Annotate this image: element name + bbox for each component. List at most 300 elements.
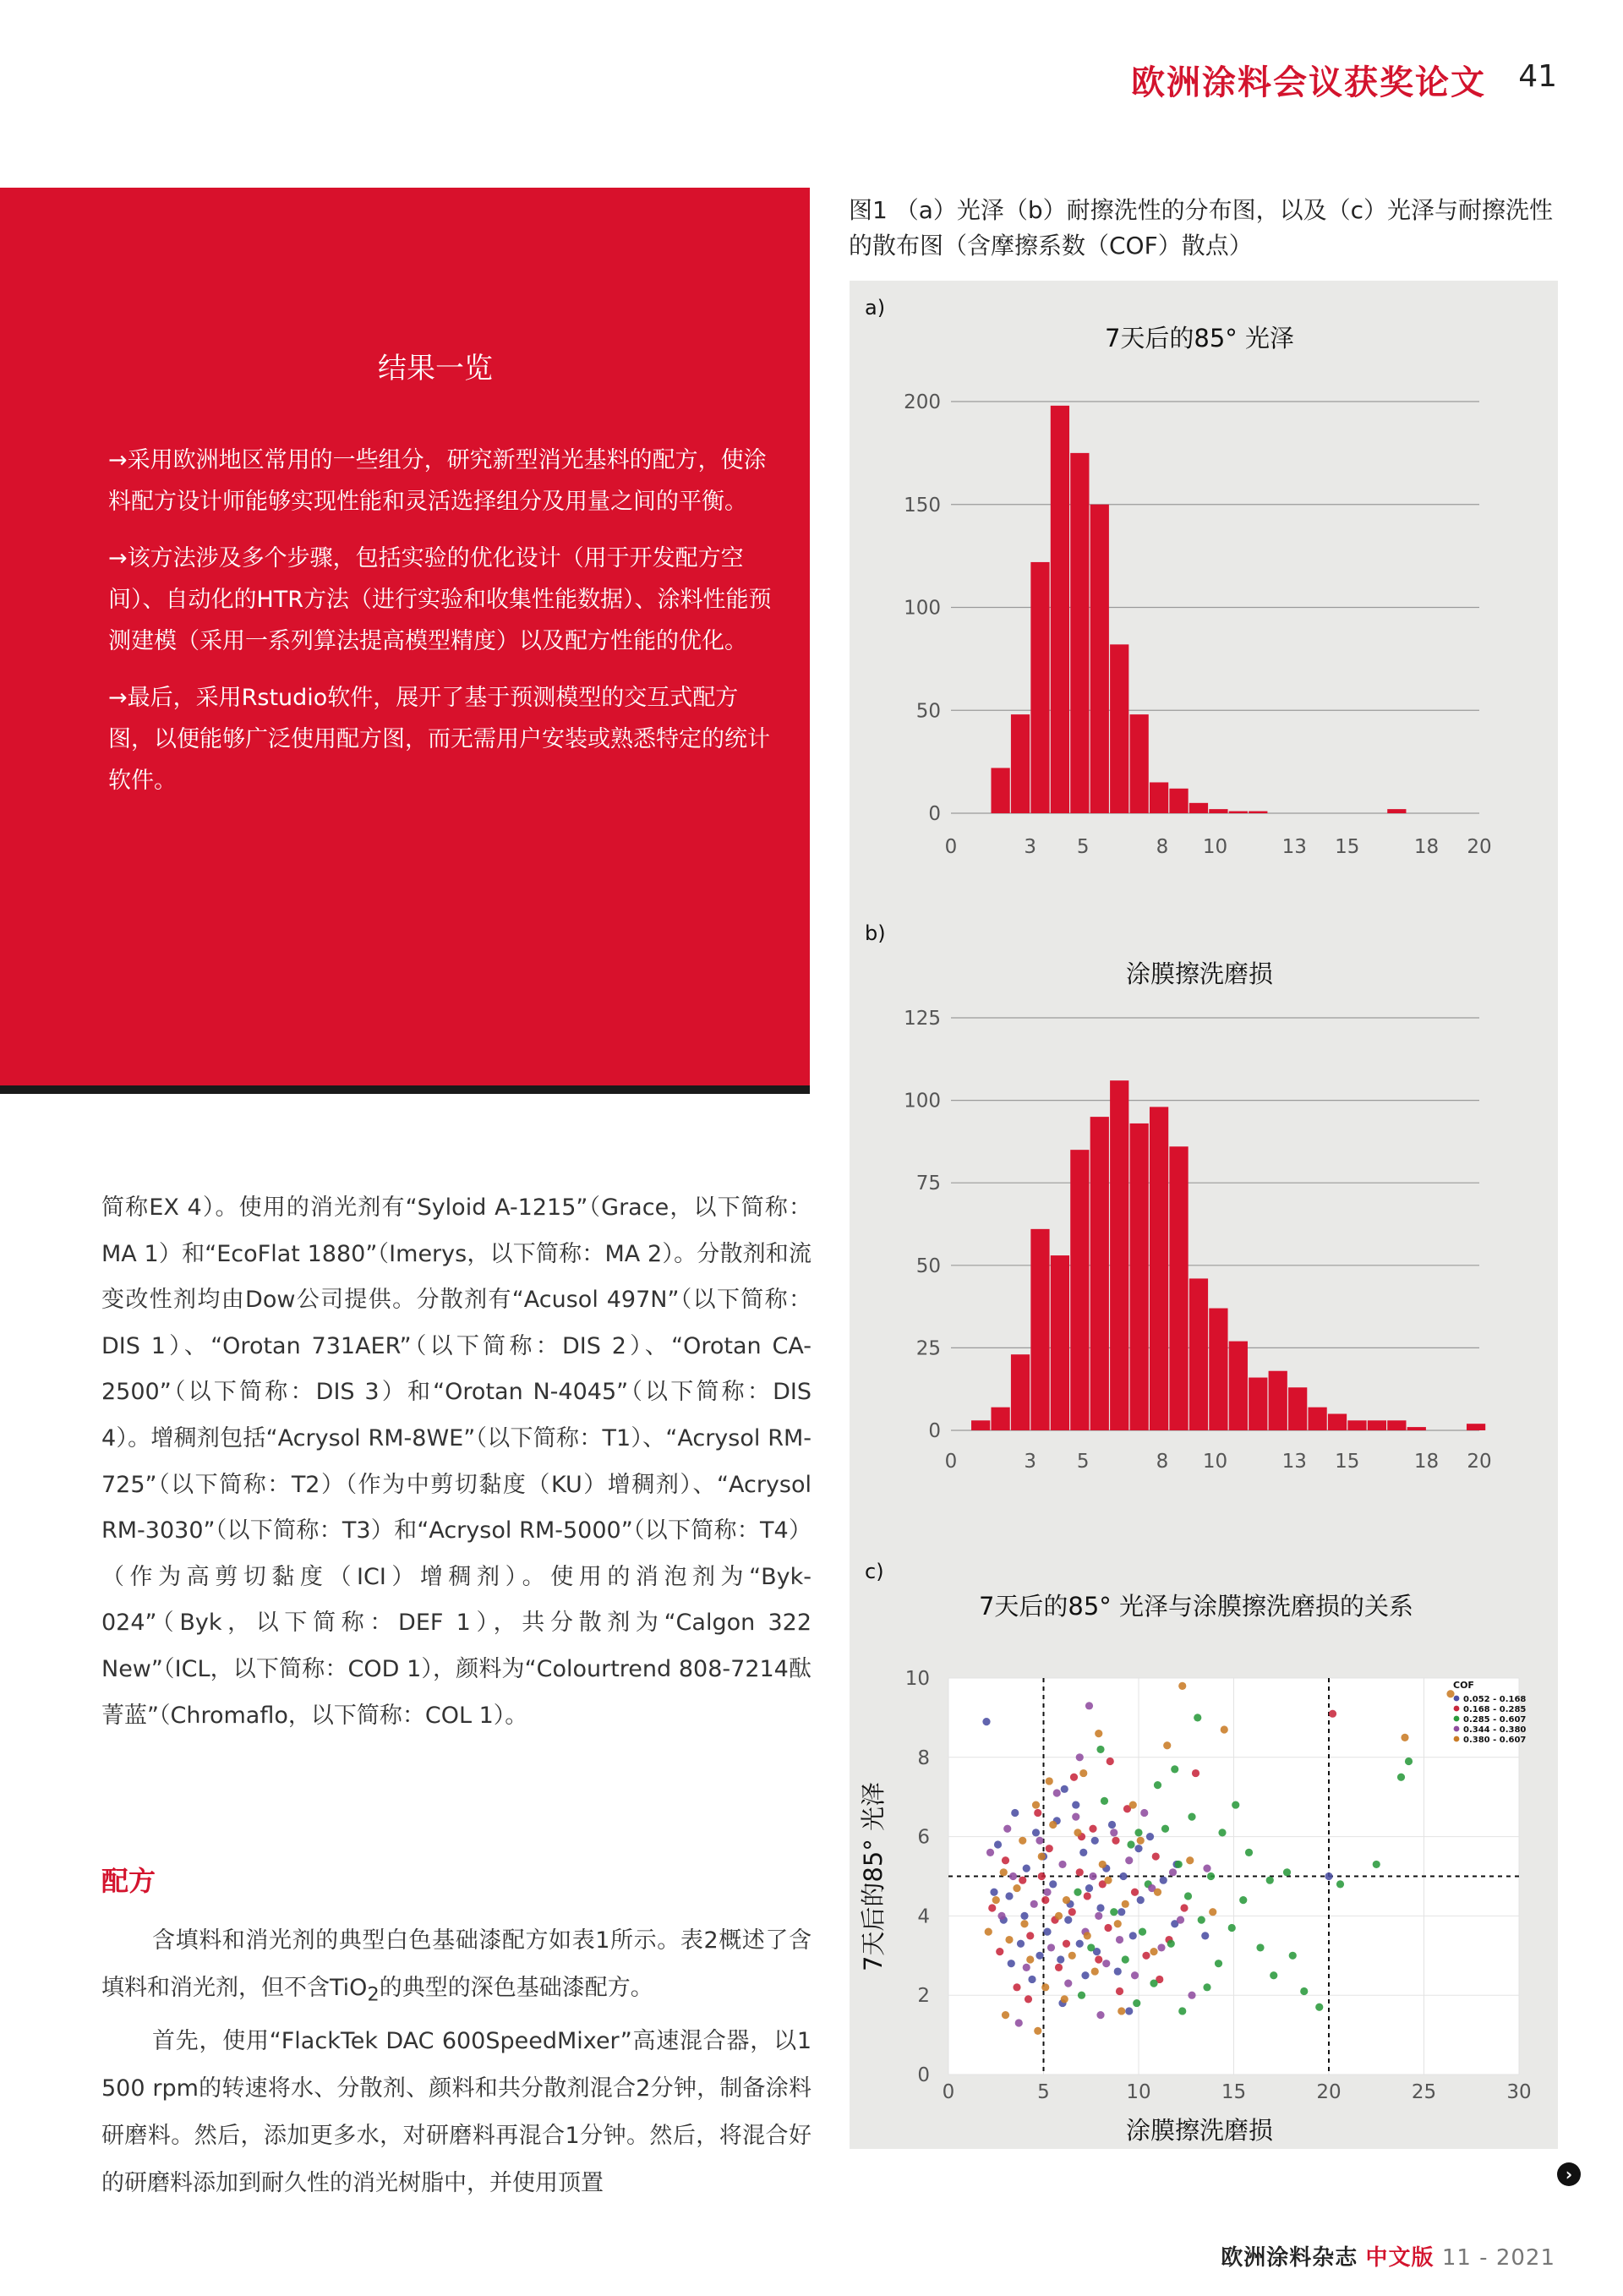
scatter-point — [1134, 1845, 1142, 1852]
scatter-point — [1026, 1932, 1034, 1939]
histogram-bar — [1090, 1117, 1109, 1430]
scatter-point — [1041, 1983, 1049, 1991]
x-tick-label: 15 — [1335, 1451, 1360, 1473]
scatter-point — [1300, 1987, 1308, 1995]
scatter-point — [1125, 1856, 1133, 1864]
scatter-point — [1129, 1932, 1137, 1939]
scatter-point — [1134, 1829, 1142, 1836]
x-tick-label: 25 — [1411, 2081, 1437, 2103]
x-tick-label: 5 — [1076, 836, 1090, 858]
histogram-bar — [1328, 1413, 1347, 1430]
summary-heading: 结果一览 — [378, 352, 493, 385]
y-tick-label: 100 — [904, 1090, 941, 1112]
scatter-point — [1198, 1916, 1205, 1923]
scatter-point — [1188, 1992, 1195, 1999]
scatter-point — [1084, 1892, 1091, 1900]
legend-marker — [1454, 1706, 1460, 1712]
scatter-point — [1215, 1960, 1222, 1967]
scatter-point — [1401, 1734, 1408, 1741]
histogram-bar — [1288, 1387, 1307, 1430]
y-tick-label: 125 — [904, 1008, 941, 1030]
scatter-point — [1091, 1967, 1099, 1975]
legend-marker — [1454, 1726, 1460, 1732]
scatter-point — [1203, 1983, 1210, 1991]
scatter-point — [1079, 1769, 1087, 1777]
legend-label: 0.380 - 0.607 — [1463, 1736, 1527, 1745]
histogram-bar — [991, 768, 1009, 813]
scatter-point — [1140, 1809, 1148, 1817]
scatter-point — [1099, 1861, 1107, 1868]
x-tick-label: 15 — [1221, 2081, 1247, 2103]
y-tick-label: 0 — [928, 803, 941, 825]
body-text-2 — [101, 1917, 812, 2207]
histogram-bar — [1030, 562, 1049, 813]
scatter-point — [1112, 1837, 1119, 1845]
y-tick-label: 50 — [915, 1255, 941, 1277]
legend-label: 0.285 - 0.607 — [1463, 1715, 1527, 1725]
body-paragraph: 首先，使用“FlackTek DAC 600SpeedMixer”高速混合器，以1 500 rpm的转速将水、分散剂、颜料和共分散剂混合2分钟，制备涂料研磨料。然后，添加更多水，对研磨料再混合1分钟。然后，将混合好的研磨料添加到耐久性的消光树脂中，并使用顶置 — [101, 2028, 812, 2197]
histogram-bar — [1070, 453, 1089, 813]
histogram-bar — [1209, 809, 1227, 813]
y-tick-label: 0 — [917, 2064, 930, 2086]
scatter-point — [1020, 1912, 1028, 1920]
summary-list — [108, 440, 776, 817]
scatter-point — [1091, 1837, 1099, 1845]
scatter-point — [1063, 1940, 1070, 1948]
histogram-bar — [1308, 1408, 1326, 1430]
x-tick-label: 10 — [1202, 1451, 1228, 1473]
figure-caption: 图1 （a）光泽（b）耐擦洗性的分布图，以及（c）光泽与耐擦洗性的散布图（含摩擦系数（COF）散点） — [849, 196, 1554, 260]
x-tick-label: 30 — [1506, 2081, 1532, 2103]
x-tick-label: 3 — [1024, 836, 1037, 858]
x-tick-label: 15 — [1335, 836, 1360, 858]
scatter-point — [1203, 1865, 1210, 1872]
scatter-point — [1122, 1955, 1129, 1963]
x-tick-label: 5 — [1076, 1451, 1090, 1473]
scatter-point — [1096, 2011, 1104, 2019]
scatter-point — [1315, 2004, 1323, 2011]
scatter-point — [1085, 1702, 1093, 1709]
y-axis-label: 7天后的85° 光泽 — [859, 1781, 888, 1972]
histogram-bar — [1011, 714, 1030, 813]
scatter-point — [1087, 1943, 1095, 1951]
scatter-point — [1129, 1801, 1137, 1808]
scatter-point — [1116, 1987, 1123, 1995]
scatter-point — [1336, 1880, 1344, 1888]
scatter-point — [1373, 1861, 1380, 1868]
scatter-point — [1074, 1829, 1081, 1836]
scatter-point — [988, 1904, 996, 1911]
scatter-point — [982, 1718, 990, 1725]
histogram-bar — [1387, 1420, 1406, 1430]
histogram-bar — [1269, 1371, 1287, 1430]
scatter-point — [1032, 1829, 1040, 1836]
scatter-point — [1038, 1872, 1046, 1880]
scatter-point — [1133, 1999, 1140, 2007]
panel-label: a) — [865, 296, 886, 320]
x-tick-label: 18 — [1413, 836, 1440, 858]
scatter-point — [1104, 1877, 1112, 1884]
scatter-point — [1127, 1840, 1134, 1848]
scatter-point — [1152, 1852, 1160, 1860]
scatter-point — [1102, 1960, 1110, 1967]
histogram-bar — [1150, 1107, 1168, 1430]
x-tick-label: 5 — [1037, 2081, 1050, 2103]
scatter-point — [1154, 1889, 1161, 1896]
histogram-bar — [1229, 1342, 1248, 1430]
scatter-point — [1055, 1912, 1063, 1920]
x-tick-label: 0 — [944, 836, 958, 858]
scatter-point — [1283, 1868, 1291, 1876]
scatter-point — [1055, 1964, 1063, 1971]
scatter-point — [1150, 1980, 1157, 1987]
histogram-bar — [971, 1420, 990, 1430]
scatter-point — [1076, 1940, 1084, 1948]
legend-title: COF — [1453, 1680, 1474, 1691]
scatter-point — [1005, 1936, 1013, 1943]
scatter-point — [1114, 1920, 1122, 1927]
scatter-point — [1177, 1916, 1184, 1923]
panel-label: b) — [865, 921, 886, 945]
scatter-point — [1026, 1955, 1034, 1963]
scatter-point — [1076, 1868, 1084, 1876]
subscript: 2 — [367, 1983, 380, 2006]
scatter-point — [1161, 1825, 1169, 1833]
scatter-point — [990, 1889, 997, 1896]
scatter-point — [1160, 1877, 1167, 1884]
page-number: 41 — [1518, 59, 1557, 94]
scatter-point — [1194, 1714, 1201, 1721]
footer-issue: 11 - 2021 — [1441, 2245, 1555, 2271]
scatter-point — [1061, 1995, 1068, 2003]
scatter-point — [1325, 1872, 1332, 1880]
summary-item: →采用欧洲地区常用的一些组分，研究新型消光基料的配方，使涂料配方设计师能够实现性能和灵活选择组分及用量之间的平衡。 — [108, 447, 767, 515]
x-tick-label: 10 — [1202, 836, 1228, 858]
x-tick-label: 8 — [1156, 836, 1169, 858]
x-tick-label: 10 — [1126, 2081, 1151, 2103]
scatter-point — [1011, 1809, 1019, 1817]
scatter-point — [1131, 1971, 1139, 1979]
scatter-point — [1201, 1932, 1209, 1939]
scatter-point — [1030, 1900, 1038, 1908]
body-text — [101, 1185, 812, 1739]
x-tick-label: 18 — [1413, 1451, 1440, 1473]
scatter-point — [1019, 1877, 1026, 1884]
scatter-point — [1095, 1730, 1102, 1737]
scatter-point — [1058, 1861, 1066, 1868]
scatter-point — [1000, 1868, 1008, 1876]
chart-title: 7天后的85° 光泽 — [1104, 324, 1295, 353]
body-paragraph — [101, 1917, 812, 2018]
panel-label: c) — [865, 1560, 884, 1583]
scatter-point — [1218, 1829, 1226, 1836]
histogram-bar — [1030, 1229, 1049, 1430]
scatter-point — [1061, 1785, 1068, 1793]
scatter-point — [1232, 1801, 1239, 1808]
scatter-point — [1038, 1852, 1046, 1860]
scatter-point — [1064, 1980, 1072, 1987]
scatter-point — [1150, 1948, 1157, 1955]
scatter-point — [1110, 1829, 1118, 1836]
scatter-point — [1032, 1801, 1040, 1808]
histogram-bar — [1387, 809, 1406, 813]
y-tick-label: 2 — [917, 1985, 930, 2008]
scatter-point — [1072, 1801, 1079, 1808]
scatter-point — [1096, 1746, 1104, 1753]
y-tick-label: 25 — [915, 1337, 941, 1360]
scatter-point — [1034, 2027, 1041, 2035]
histogram-bar — [1407, 1427, 1426, 1430]
legend-marker — [1454, 1696, 1460, 1702]
scatter-point — [1084, 1932, 1091, 1939]
scatter-point — [1119, 1872, 1127, 1880]
scatter-point — [1049, 1880, 1057, 1888]
scatter-point — [1207, 1872, 1215, 1880]
scatter-point — [1057, 1955, 1064, 1963]
x-tick-label: 20 — [1467, 836, 1492, 858]
scatter-point — [986, 1849, 994, 1856]
scatter-point — [1289, 1952, 1297, 1960]
scatter-point — [1053, 1789, 1061, 1796]
scatter-point — [1003, 1825, 1011, 1833]
scatter-point — [1076, 1753, 1084, 1761]
histogram-bar — [991, 1408, 1009, 1430]
body-paragraph: 简称EX 4）。使用的消光剂有“Syloid A-1215”（Grace，以下简称：MA 1）和“EcoFlat 1880”（Imerys，以下简称：MA 2）。分散剂和流变改性剂均由Dow公司提供。分散剂有“Acusol 497N”（以下简称：DIS 1）、“Orotan 731AER”（以下简称：DIS 2）、“Orotan CA-2500”（以下简称：DIS 3）和“Orotan N-4045”（以下简称：DIS 4）。增稠剂包括“Acrysol RM-8WE”（以下简称：T1）、“Acrysol RM-725”（以下简称：T2）（作为中剪切黏度（KU）增稠剂）、“Acrysol RM-3030”（以下简称：T3）和“Acrysol RM-5000”（以下简称：T4）（作为高剪切黏度（ICI）增稠剂）。使用的消泡剂为“Byk-024”（Byk，以下简称：DEF 1），共分散剂为“Calgon 322 New”（ICL，以下简称：COD 1），颜料为“Colourtrend 808-7214酞菁蓝”（Chromaflo，以下简称：COL 1）。 — [101, 1194, 812, 1729]
histogram-bar — [1249, 1378, 1267, 1430]
scatter-point — [1118, 2007, 1125, 2014]
scatter-point — [1013, 1884, 1020, 1892]
scatter-point — [1118, 1908, 1125, 1916]
scatter-point — [1178, 1682, 1186, 1690]
scatter-point — [1180, 1904, 1188, 1911]
x-tick-label: 13 — [1281, 836, 1307, 858]
scatter-point — [1171, 1765, 1178, 1773]
histogram-bar — [1090, 505, 1109, 813]
scatter-point — [1146, 1833, 1154, 1840]
scatter-point — [1002, 2011, 1009, 2019]
x-axis-label: 涂膜擦洗磨损 — [1125, 2116, 1274, 2145]
scatter-point — [1137, 1896, 1145, 1904]
scatter-point — [1002, 1856, 1009, 1864]
scatter-point — [1008, 1960, 1015, 1967]
histogram-bar — [1347, 1420, 1366, 1430]
scatter-point — [1446, 1690, 1454, 1697]
scatter-point — [1047, 1943, 1055, 1951]
y-tick-label: 0 — [928, 1420, 941, 1442]
scatter-point — [1110, 1908, 1118, 1916]
footer-edition: 中文版 — [1365, 2245, 1434, 2271]
scatter-point — [1186, 1856, 1194, 1864]
histogram-bar — [1051, 406, 1069, 813]
scatter-point — [997, 1912, 1005, 1920]
scatter-point — [1009, 1872, 1017, 1880]
y-tick-label: 75 — [915, 1173, 941, 1195]
histogram-bar — [1110, 1080, 1128, 1430]
scatter-point — [1137, 1837, 1145, 1845]
scatter-point — [1005, 1892, 1013, 1900]
chart-title: 涂膜擦洗磨损 — [1125, 959, 1274, 988]
x-tick-label: 0 — [942, 2081, 955, 2103]
figure-charts — [850, 281, 1558, 2149]
legend-label: 0.168 - 0.285 — [1463, 1705, 1527, 1714]
y-tick-label: 150 — [904, 494, 941, 517]
x-tick-label: 3 — [1024, 1451, 1037, 1473]
scatter-point — [1023, 1964, 1030, 1971]
scatter-point — [1064, 1916, 1072, 1923]
scatter-point — [1221, 1725, 1228, 1733]
scatter-point — [1068, 1908, 1076, 1916]
y-tick-label: 4 — [917, 1905, 930, 1928]
scatter-point — [996, 1948, 1003, 1955]
y-tick-label: 200 — [904, 391, 941, 413]
scatter-point — [1139, 1928, 1146, 1936]
body-paragraph-part: 的典型的深色基础漆配方。 — [379, 1975, 653, 2001]
x-tick-label: 13 — [1281, 1451, 1307, 1473]
scatter-point — [1089, 1872, 1096, 1880]
scatter-point — [985, 1928, 992, 1936]
scatter-point — [1397, 1774, 1405, 1781]
scatter-point — [1095, 1912, 1102, 1920]
y-tick-label: 10 — [904, 1668, 930, 1690]
scatter-point — [1074, 1889, 1081, 1896]
next-page-icon[interactable]: › — [1557, 2162, 1581, 2186]
scatter-point — [1043, 1889, 1051, 1896]
scatter-point — [1078, 1992, 1085, 1999]
scatter-point — [1036, 1837, 1043, 1845]
scatter-point — [1085, 1884, 1093, 1892]
scatter-point — [1043, 1928, 1051, 1936]
header-title: 欧洲涂料会议获奖论文 — [1131, 63, 1486, 102]
scatter-point — [1028, 1976, 1036, 1983]
x-tick-label: 0 — [944, 1451, 958, 1473]
scatter-point — [1116, 1936, 1123, 1943]
scatter-point — [1046, 1777, 1053, 1785]
scatter-point — [1192, 1769, 1199, 1777]
legend-marker — [1454, 1736, 1460, 1742]
histogram-bar — [1051, 1255, 1069, 1430]
histogram-bar — [1070, 1150, 1089, 1430]
scatter-point — [1101, 1797, 1108, 1805]
scatter-point — [1122, 1900, 1129, 1908]
scatter-point — [1025, 1995, 1032, 2003]
scatter-point — [1154, 1781, 1161, 1789]
scatter-point — [1142, 1952, 1150, 1960]
histogram-bar — [1229, 812, 1248, 813]
y-tick-label: 8 — [917, 1747, 930, 1769]
y-tick-label: 100 — [904, 597, 941, 620]
scatter-point — [1188, 1813, 1195, 1821]
scatter-point — [1070, 1774, 1078, 1781]
scatter-point — [1068, 1952, 1076, 1960]
body-paragraph-part: 含填料和消光剂的典型白色基础漆配方如表1所示。表2概述了含填料和消光剂，但不含TiO — [101, 1927, 812, 2001]
x-tick-label: 20 — [1316, 2081, 1342, 2103]
footer-magazine: 欧洲涂料杂志 — [1221, 2245, 1358, 2271]
footer — [1221, 2240, 1555, 2271]
scatter-point — [1081, 1971, 1089, 1979]
scatter-point — [1163, 1741, 1171, 1749]
scatter-point — [1079, 1849, 1087, 1856]
scatter-point — [992, 1896, 1000, 1904]
histogram-bar — [1011, 1354, 1030, 1430]
scatter-point — [1041, 1896, 1049, 1904]
histogram-bar — [1150, 782, 1168, 813]
scatter-point — [1245, 1849, 1253, 1856]
summary-box-shadow — [0, 1085, 810, 1094]
histogram-bar — [1110, 644, 1128, 813]
scatter-point — [1107, 1758, 1114, 1765]
scatter-point — [1108, 1821, 1116, 1829]
scatter-point — [1157, 1943, 1165, 1951]
scatter-point — [1169, 1868, 1177, 1876]
scatter-point — [1015, 2019, 1023, 2026]
histogram-bar — [1169, 1146, 1188, 1430]
scatter-point — [1023, 1865, 1030, 1872]
scatter-point — [1178, 2007, 1186, 2014]
scatter-point — [1184, 1892, 1192, 1900]
scatter-point — [1089, 1825, 1096, 1833]
y-tick-label: 50 — [915, 700, 941, 723]
scatter-point — [1125, 2007, 1133, 2014]
chart-title: 7天后的85° 光泽与涂膜擦洗磨损的关系 — [978, 1592, 1414, 1621]
scatter-point — [1256, 1943, 1264, 1951]
histogram-bar — [1130, 714, 1149, 813]
figure-panel — [850, 281, 1558, 2149]
histogram-bar — [1189, 803, 1208, 813]
scatter-point — [994, 1840, 1002, 1848]
scatter-point — [1020, 1920, 1028, 1927]
scatter-point — [1167, 1940, 1175, 1948]
scatter-point — [1405, 1758, 1413, 1765]
x-tick-label: 8 — [1156, 1451, 1169, 1473]
y-tick-label: 6 — [917, 1826, 930, 1849]
histogram-bar — [1189, 1278, 1208, 1430]
scatter-point — [1046, 1845, 1053, 1852]
scatter-point — [1239, 1896, 1247, 1904]
scatter-point — [1266, 1877, 1274, 1884]
summary-item: →该方法涉及多个步骤，包括实验的优化设计（用于开发配方空间）、自动化的HTR方法（进行实验和收集性能数据）、涂料性能预测建模（采用一系列算法提高模型精度）以及配方性能的优化。 — [108, 545, 772, 654]
legend-marker — [1454, 1716, 1460, 1722]
legend-label: 0.344 - 0.380 — [1463, 1725, 1527, 1735]
scatter-point — [1096, 1904, 1104, 1911]
section-heading: 配方 — [101, 1865, 156, 1897]
histogram-bar — [1368, 1420, 1386, 1430]
scatter-point — [1175, 1861, 1183, 1868]
histogram-bar — [1169, 789, 1188, 813]
scatter-point — [1228, 1924, 1236, 1932]
legend-label: 0.052 - 0.168 — [1463, 1695, 1527, 1704]
x-tick-label: 20 — [1467, 1451, 1492, 1473]
scatter-point — [1072, 1813, 1079, 1821]
scatter-point — [1063, 1896, 1070, 1904]
histogram-bar — [1209, 1309, 1227, 1430]
scatter-point — [1270, 1971, 1277, 1979]
scatter-point — [1131, 1889, 1139, 1896]
histogram-bar — [1249, 812, 1267, 813]
scatter-point — [1019, 1837, 1026, 1845]
scatter-point — [1095, 1955, 1102, 1963]
histogram-bar — [1467, 1424, 1485, 1430]
scatter-point — [1104, 1924, 1112, 1932]
scatter-point — [1209, 1908, 1216, 1916]
scatter-point — [1114, 1967, 1122, 1975]
scatter-point — [1329, 1710, 1336, 1718]
scatter-point — [1034, 1809, 1041, 1817]
scatter-point — [1017, 1940, 1025, 1948]
scatter-point — [1049, 1821, 1057, 1829]
histogram-bar — [1130, 1123, 1149, 1430]
summary-item: →最后，采用Rstudio软件，展开了基于预测模型的交互式配方图，以便能够广泛使用配方图，而无需用户安装或熟悉特定的统计软件。 — [108, 685, 770, 794]
scatter-point — [1013, 1983, 1020, 1991]
